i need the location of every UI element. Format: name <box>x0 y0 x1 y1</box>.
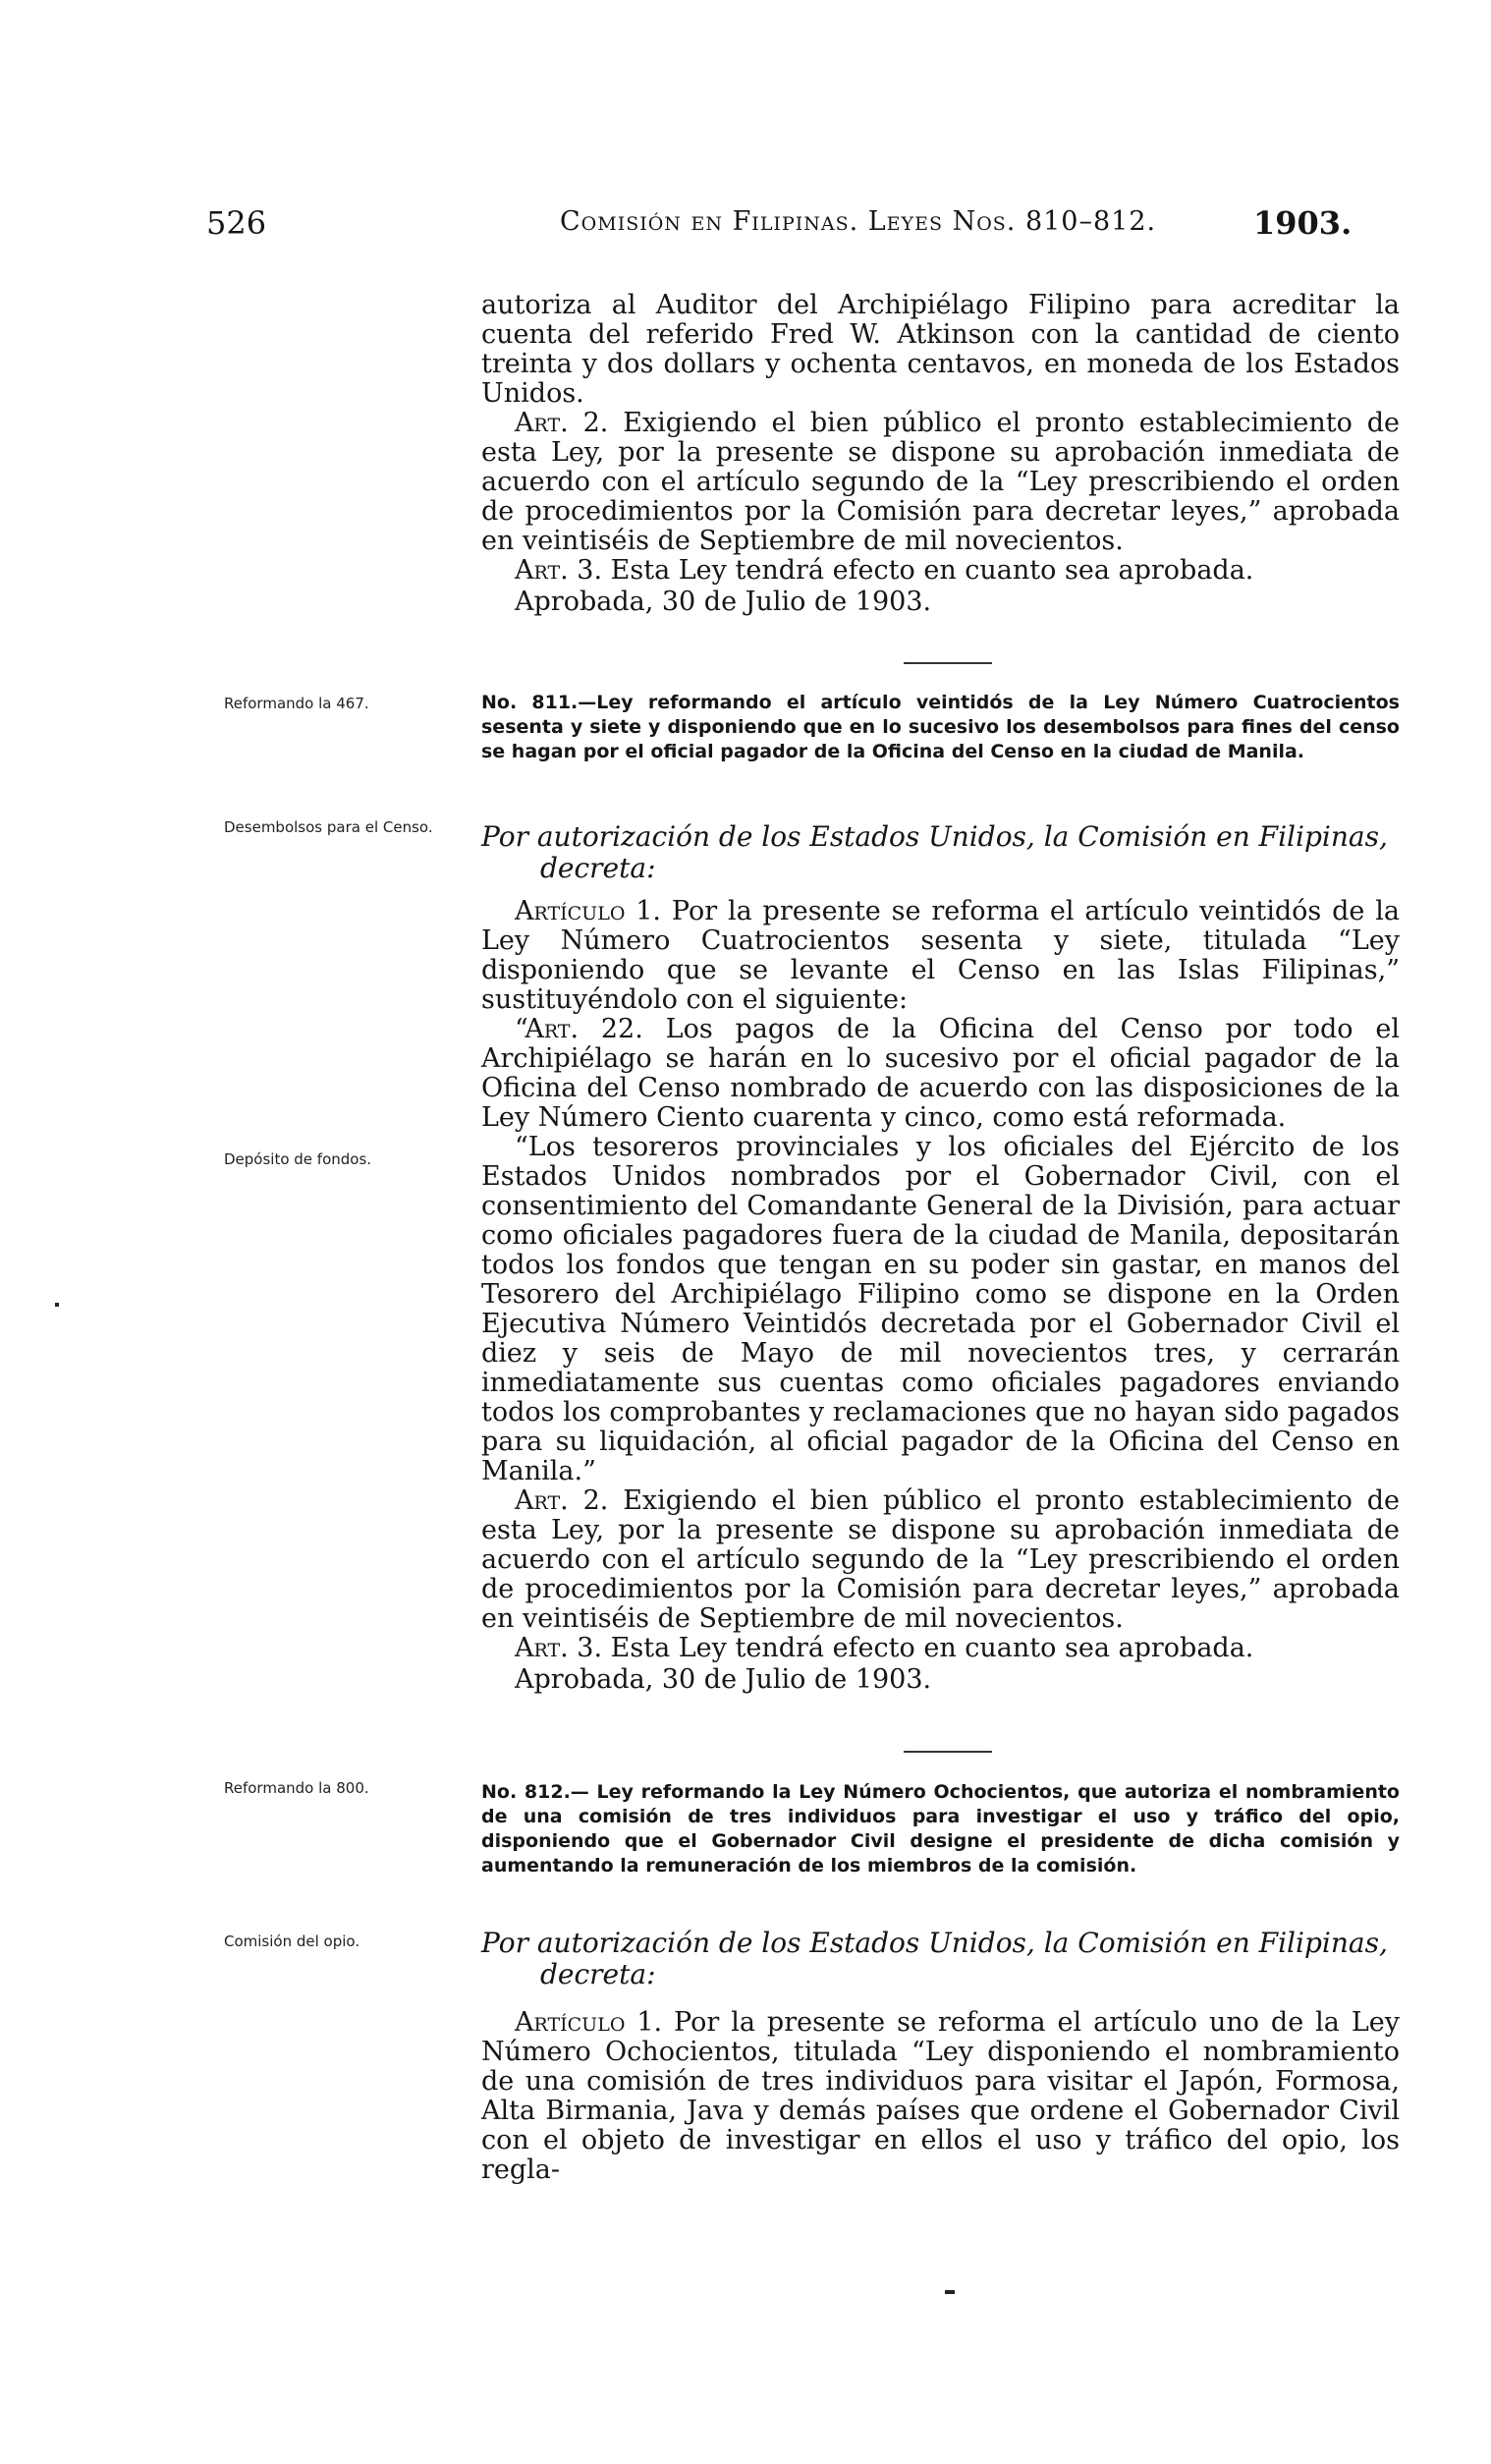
enacting-text: Por autorización de los Estados Unidos, la Comisión en Filipinas, <box>481 1927 1388 1959</box>
ink-speck <box>945 2290 955 2294</box>
approval-date: Aprobada, 30 de Julio de 1903. <box>515 587 932 617</box>
ink-speck <box>55 1303 59 1307</box>
law-number: No. 812. <box>481 1781 571 1803</box>
article-label: Art. 3. <box>515 555 603 586</box>
article-2 <box>481 1486 1400 1634</box>
article-text: Por la presente se reforma el artículo uno de la Ley Número Ochocientos, titulada “Ley disponiendo el nombramiento de una comisión de tres individuos para visitar el Japón, Formosa, Alta Birmania, Java y demás países que ordene el Gobernador Civil con el objeto de investigar en ellos el uso y tráfico del opio, los regla- <box>481 2007 1400 2185</box>
article-22 <box>481 1015 1400 1133</box>
deposit-paragraph: “Los tesoreros provinciales y los oficiales del Ejército de los Estados Unidos nombrados por el Gobernador Civil, con el consentimiento del Comandante General de la División, para actuar como oficiales pagadores fuera de la ciudad de Manila, depositarán todos los fondos que tengan en su poder sin gastar, en manos del Tesorero del Archipiélago Filipino como se dispone en la Orden Ejecutiva Número Veintidós decretada por el Gobernador Civil el diez y seis de Mayo de mil novecientos tres, y cerrarán inmediatamente sus cuentas como oficiales pagadores enviando todos los comprobantes y reclamaciones que no hayan sido pagados para su liquidación, al oficial pagador de la Oficina del Censo en Manila.” <box>481 1132 1401 1486</box>
law-811-body <box>481 897 1400 1695</box>
article-text: Por la presente se reforma el artículo veintidós de la Ley Número Cuatrocientos sesenta y siete, titulada “Ley disponiendo que se levante el Censo en las Islas Filipinas,” sustituyéndolo con el siguiente: <box>481 896 1400 1015</box>
page-header <box>0 204 1491 253</box>
article-label: Art. 3. <box>515 1633 603 1663</box>
law-811-heading <box>481 691 1400 764</box>
article-1 <box>481 897 1400 1015</box>
enacting-text: Por autorización de los Estados Unidos, la Comisión en Filipinas, <box>481 820 1388 853</box>
article-3 <box>481 1634 1400 1663</box>
article-2 <box>481 409 1400 556</box>
article-1 <box>481 2008 1400 2185</box>
running-head: Comisión en Filipinas. Leyes Nos. 810–812. <box>560 206 1157 237</box>
law-812-body <box>481 2008 1400 2185</box>
article-label: Artículo 1. <box>515 896 662 926</box>
enacting-decreta: decreta: <box>540 852 656 884</box>
margin-note: Depósito de fondos. <box>224 1150 372 1168</box>
article-text: Esta Ley tendrá efecto en cuanto sea aprobada. <box>602 555 1254 586</box>
margin-note: Reformando la 467. <box>224 695 369 712</box>
law-812-heading <box>481 1780 1400 1878</box>
article-text: Exigiendo el bien público el pronto establecimiento de esta Ley, por la presente se dispone su aprobación inmediata de acuerdo con el artículo segundo de la “Ley prescribiendo el orden de procedimientos por la Comisión para decretar leyes,” aprobada en veintiséis de Septiembre de mil novecientos. <box>481 1485 1400 1634</box>
margin-note: Reformando la 800. <box>224 1779 369 1797</box>
article-label: Artículo 1. <box>515 2007 663 2038</box>
article-text: Esta Ley tendrá efecto en cuanto sea aprobada. <box>602 1633 1254 1663</box>
article-text: Exigiendo el bien público el pronto establecimiento de esta Ley, por la presente se dispone su aprobación inmediata de acuerdo con el artículo segundo de la “Ley prescribiendo el orden de procedimientos por la Comisión para decretar leyes,” aprobada en veintiséis de Septiembre de mil novecientos. <box>481 408 1400 556</box>
margin-note: Desembolsos para el Censo. <box>224 818 433 836</box>
article-text: Los pagos de la Oficina del Censo por todo el Archipiélago se harán en lo sucesivo por el oficial pagador de la Oficina del Censo nombrado de acuerdo con las disposiciones de la Ley Número Ciento cuarenta y cinco, como está reformada. <box>481 1014 1400 1133</box>
law-810-ending <box>481 291 1400 617</box>
article-label: “Art. 22. <box>515 1014 643 1044</box>
enacting-decreta: decreta: <box>540 1958 656 1990</box>
section-divider <box>904 662 992 664</box>
enacting-clause <box>481 821 1400 884</box>
page-number: 526 <box>206 204 267 242</box>
enacting-clause <box>481 1928 1400 1990</box>
paragraph: autoriza al Auditor del Archipiélago Filipino para acreditar la cuenta del referido Fred W. Atkinson con la cantidad de ciento treinta y dos dollars y ochenta centavos, en moneda de los Estados Unidos. <box>481 290 1400 409</box>
article-label: Art. 2. <box>515 408 609 438</box>
article-label: Art. 2. <box>515 1485 609 1516</box>
running-head-year: 1903. <box>1253 204 1353 242</box>
approval-date: Aprobada, 30 de Julio de 1903. <box>515 1664 932 1695</box>
margin-note: Comisión del opio. <box>224 1932 360 1950</box>
law-title: — Ley reformando la Ley Número Ochocientos, que autoriza el nombramiento de una comisión de tres individuos para investigar el uso y tráfico del opio, disponiendo que el Gobernador Civil designe el presidente de dicha comisión y aumentando la remuneración de los miembros de la comisión. <box>481 1781 1400 1876</box>
section-divider <box>904 1751 992 1753</box>
law-title: —Ley reformando el artículo veintidós de la Ley Número Cuatrocientos sesenta y siete y disponiendo que en lo sucesivo los desembolsos para fines del censo se hagan por el oficial pagador de la Oficina del Censo en la ciudad de Manila. <box>481 692 1400 762</box>
article-3 <box>481 556 1400 586</box>
law-number: No. 811. <box>481 692 579 713</box>
